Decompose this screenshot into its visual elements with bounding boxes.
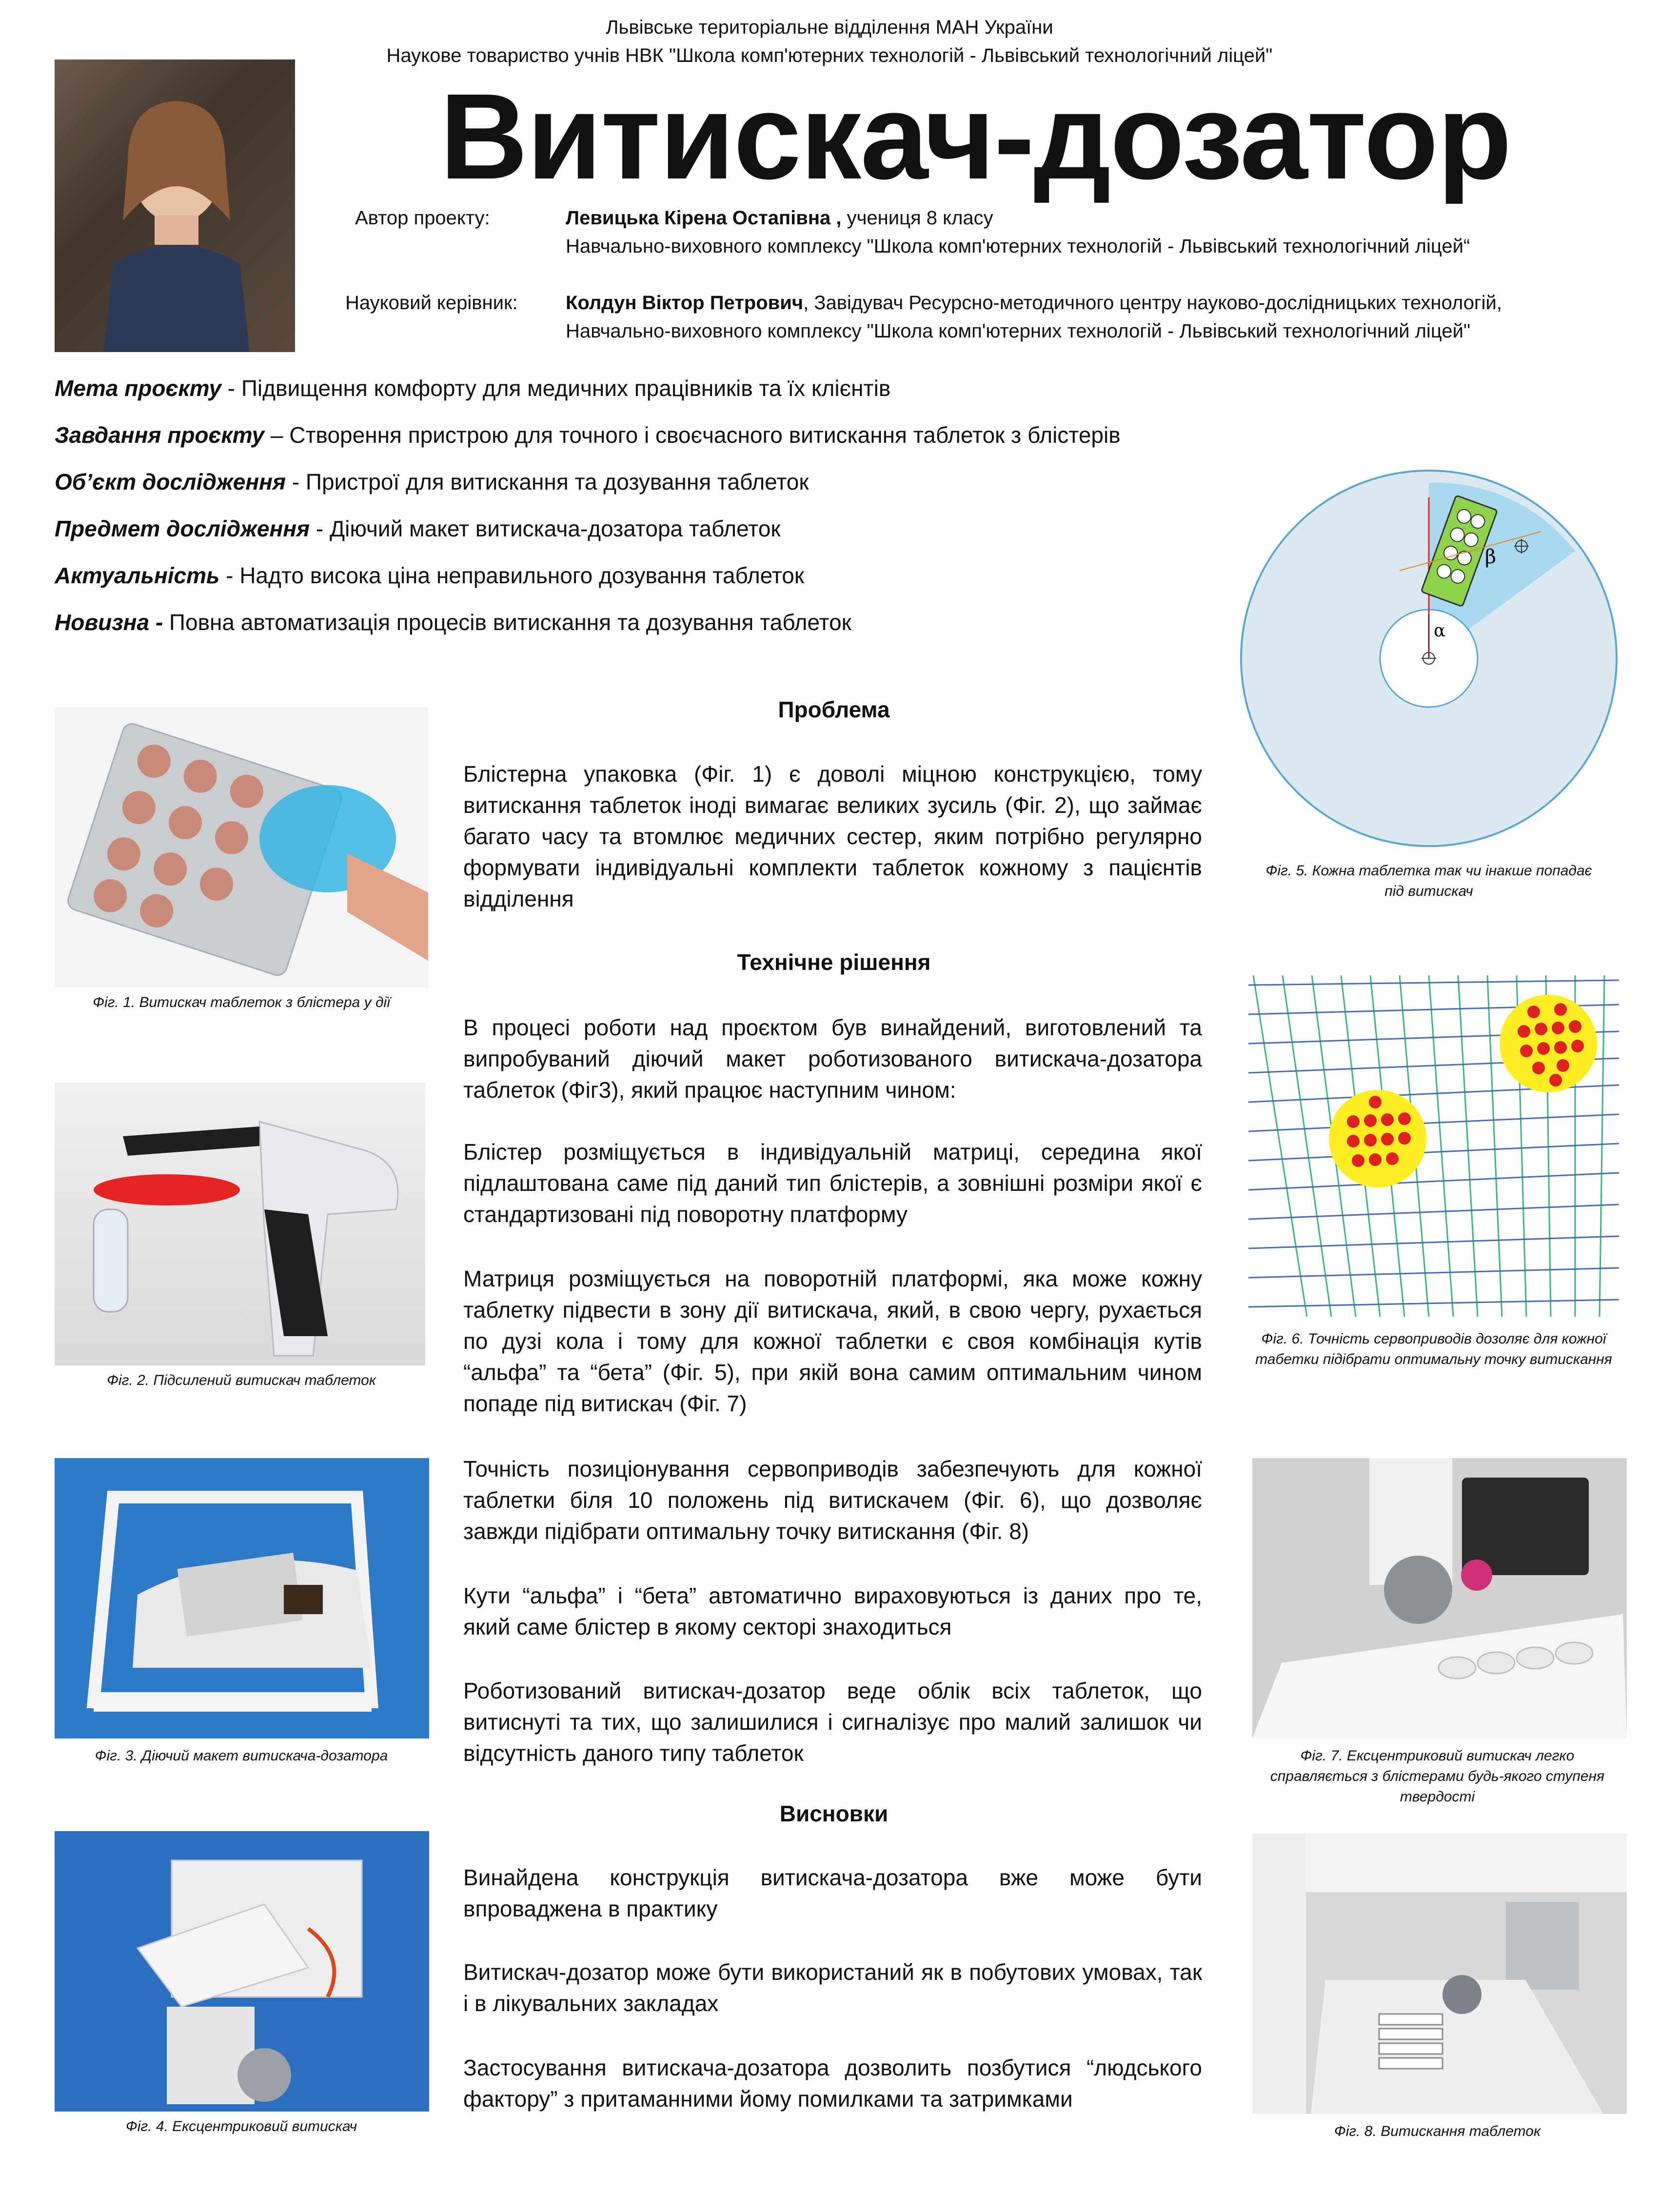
goal-key: Мета проєкту xyxy=(55,375,222,401)
org-line-1: Львівське територіальне відділення МАН України xyxy=(606,17,1053,38)
eccentric-pusher-illustration xyxy=(55,1831,429,2112)
author-school: Навчально-виховного комплексу "Школа комп'ютерних технологій - Львівський технологічний ліцей“ xyxy=(566,236,1470,257)
problem-heading: Проблема xyxy=(778,697,890,722)
supervisor-label: Науковий керівник: xyxy=(345,292,518,314)
conclusion-paragraph-3: Застосування витискача-дозатора дозволить позбутися “людського фактору” з притаманними йому помилками та затримками xyxy=(463,2055,1202,2112)
fig3-caption: Фіг. 3. Діючий макет витискача-дозатора xyxy=(95,1748,388,1764)
beta-label: β xyxy=(1485,546,1497,568)
eccentric-pusher-blister-illustration xyxy=(1252,1458,1627,1738)
author-desc: учениця 8 класу xyxy=(841,207,993,229)
fig5-caption: Фіг. 5. Кожна таблетка так чи інакше попадає під витискач xyxy=(1265,863,1592,899)
goal-text: Повна автоматизація процесів витискання та дозування таблеток xyxy=(169,610,851,635)
supervisor-line xyxy=(566,289,1502,317)
goal-row: Завдання проєкту – Створення пристрою для точного і своєчасного витискання таблеток з блістерів xyxy=(55,422,1121,448)
conclusions-heading: Висновки xyxy=(779,1801,889,1826)
goal-text: Надто висока ціна неправильного дозування таблеток xyxy=(239,563,804,588)
tech-paragraph-4: Точність позиціонування сервоприводів забезпечують для кожної таблетки біля 10 положень під витискачем (Фіг. 6), що дозволяє завжди підібрати оптимальну точку витискання (Фіг. 8) xyxy=(463,1456,1202,1544)
fig6-caption: Фіг. 6. Точність сервоприводів дозоляє для кожної табетки підібрати оптимальну точку витискання xyxy=(1255,1331,1612,1367)
goal-row: Актуальність - Надто висока ціна неправильного дозування таблеток xyxy=(55,563,804,588)
goal-text: Пристрої для витискання та дозування таблеток xyxy=(305,469,809,494)
portrait-illustration xyxy=(55,59,295,352)
dispenser-model-illustration xyxy=(55,1458,429,1738)
pill-crusher-illustration xyxy=(55,1083,425,1365)
goal-key: Новизна - xyxy=(55,610,163,635)
tech-heading: Технічне рішення xyxy=(737,949,931,975)
org-line-2: Наукове товариство учнів НВК "Школа комп'ютерних технологій - Львівський технологічний ліцей" xyxy=(386,45,1273,66)
fig5-diagram xyxy=(1239,468,1619,849)
pill-pushing-illustration xyxy=(1252,1834,1627,2114)
fig8-photo xyxy=(1252,1834,1627,2114)
fig7-photo xyxy=(1252,1458,1627,1738)
goal-key: Предмет дослідження xyxy=(55,516,310,541)
goal-row: Об’єкт дослідження - Пристрої для витискання та дозування таблеток xyxy=(55,469,809,494)
fig2-caption: Фіг. 2. Підсилений витискач таблеток xyxy=(107,1372,376,1388)
fig6-diagram xyxy=(1248,975,1619,1317)
goal-text: Створення пристрою для точного і своєчасного витискання таблеток з блістерів xyxy=(289,422,1121,448)
tech-paragraph-2: Блістер розміщується в індивідуальній матриці, середина якої підлаштована саме під даний тип блістерів, а зовнішні розміри якої є стандартизовані під поворотну платформу xyxy=(463,1139,1202,1227)
author-label: Автор проекту: xyxy=(355,207,490,229)
author-name: Левицька Кірена Остапівна , xyxy=(566,207,842,229)
blister-pusher-illustration xyxy=(55,707,428,988)
fig7-caption: Фіг. 7. Ексцентриковий витискач легко справляється з блістерами будь-якого ступеня твердості xyxy=(1270,1748,1605,1805)
tech-paragraph-3: Матриця розміщується на поворотній платформі, яка може кожну таблетку підвести в зону дії витискача, який, в свою чергу, рухається по дузі кола і тому для кожної таблетки є своя комбінація кутів “альфа” та “бета” (Фіг. 5), при якій вона самим оптимальним чином попаде під витискач (Фіг. 7) xyxy=(463,1266,1202,1416)
goal-row: Мета проєкту - Підвищення комфорту для медичних працівників та їх клієнтів xyxy=(55,375,891,401)
supervisor-name: Колдун Віктор Петрович xyxy=(566,292,804,314)
alpha-label: α xyxy=(1434,621,1446,641)
fig1-photo xyxy=(55,707,428,988)
goal-key: Актуальність xyxy=(55,563,220,588)
goal-key: Завдання проєкту xyxy=(55,422,265,448)
goal-text: Діючий макет витискача-дозатора таблеток xyxy=(330,516,781,541)
fig1-caption: Фіг. 1. Витискач таблеток з блістера у дії xyxy=(93,994,390,1010)
tech-paragraph-5: Кути “альфа” і “бета” автоматично вираховуються із даних про те, який саме блістер в якому секторі знаходиться xyxy=(463,1583,1202,1639)
fig4-caption: Фіг. 4. Ексцентриковий витискач xyxy=(125,2118,357,2134)
goal-row xyxy=(55,608,1225,637)
goal-text: Підвищення комфорту для медичних працівників та їх клієнтів xyxy=(241,375,891,401)
problem-text: Блістерна упаковка (Фіг. 1) є доволі міцною конструкцією, тому витискання таблеток іноді вимагає великих зусиль (Фіг. 2), що займає багато часу та втомлює медичних сестер, яким потрібно регулярно формувати індивідуальні комплекти таблеток кожному з пацієнтів відділення xyxy=(463,761,1202,911)
fig2-photo xyxy=(55,1083,425,1365)
fig3-photo xyxy=(55,1458,429,1738)
conclusion-paragraph-1: Винайдена конструкція витискача-дозатора вже може бути впроваджена в практику xyxy=(463,1865,1202,1921)
author-portrait xyxy=(55,59,295,352)
conclusion-paragraph-2: Витискач-дозатор може бути використаний як в побутових умовах, так і в лікувальних закладах xyxy=(463,1959,1202,2016)
supervisor-desc: , Завідувач Ресурсно-методичного центру науково-дослідницьких технологій, xyxy=(803,292,1502,314)
goal-key: Об’єкт дослідження xyxy=(55,469,286,494)
tech-paragraph-1: В процесі роботи над проєктом був винайдений, виготовлений та випробуваний діючий макет роботизованого витискача-дозатора таблеток (Фіг3), який працює наступним чином: xyxy=(463,1015,1202,1103)
goal-row: Предмет дослідження - Діючий макет витискача-дозатора таблеток xyxy=(55,516,781,541)
fig4-photo xyxy=(55,1831,429,2112)
page-title: Витискач-дозатор xyxy=(439,68,1511,204)
tech-paragraph-6: Роботизований витискач-дозатор веде облік всіх таблеток, що витиснуті та тих, що залишилися і сигналізує про малий залишок чи відсутність даного типу таблеток xyxy=(463,1678,1202,1766)
author-line xyxy=(566,204,993,232)
fig8-caption: Фіг. 8. Витискання таблеток xyxy=(1334,2123,1541,2139)
supervisor-school: Навчально-виховного комплексу "Школа комп'ютерних технологій - Львівський технологічний ліцей" xyxy=(566,320,1471,342)
